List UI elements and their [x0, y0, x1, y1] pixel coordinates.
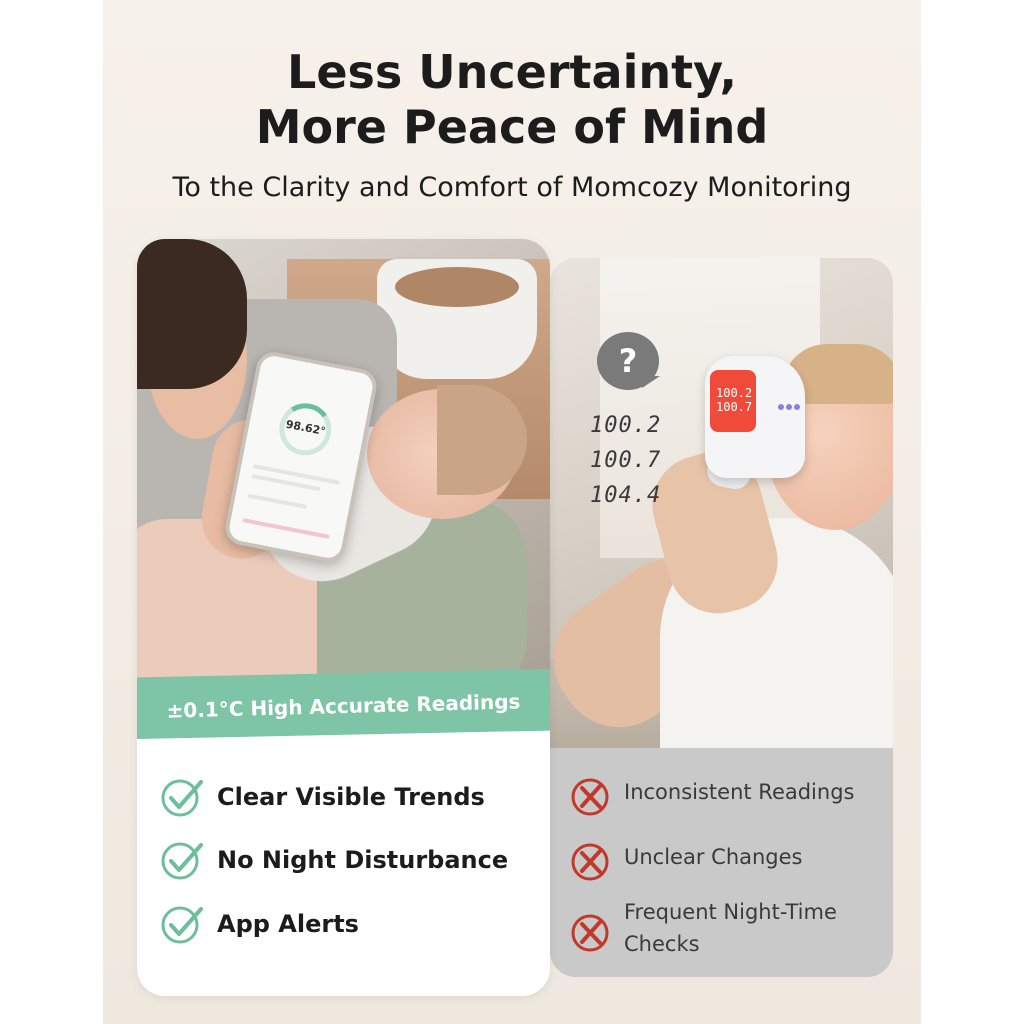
- headline-line-1: Less Uncertainty,: [287, 45, 737, 99]
- x-circle-icon: [570, 912, 612, 954]
- reading-value: 100.7: [590, 448, 662, 473]
- check-circle-icon: [159, 903, 205, 945]
- benefit-label: Clear Visible Trends: [217, 783, 485, 811]
- thermometer-reading-1: 100.2: [716, 386, 753, 400]
- mother-and-baby-photo: [137, 239, 550, 699]
- drawbacks-list: [550, 748, 893, 977]
- x-circle-icon: [570, 841, 612, 883]
- reading-value: 100.2: [590, 413, 662, 438]
- subheadline: To the Clarity and Comfort of Momcozy Monitoring: [172, 172, 852, 203]
- drawback-label: Unclear Changes: [624, 845, 803, 869]
- thermometer-display: [710, 370, 756, 432]
- benefit-label: No Night Disturbance: [217, 846, 509, 874]
- reading-value: 104.4: [590, 483, 662, 508]
- basket-interior: [395, 267, 519, 307]
- speech-bubble-tail: [642, 376, 660, 388]
- app-chart-line: [243, 518, 330, 539]
- thermometer-reading-2: 100.7: [716, 400, 753, 414]
- mother-hair: [137, 239, 247, 389]
- accuracy-banner-text: ±0.1°C High Accurate Readings: [166, 689, 521, 723]
- x-circle-icon: [570, 776, 612, 818]
- thermometer-button: [778, 404, 784, 410]
- traditional-thermometer-card: [550, 258, 893, 977]
- drawback-label: Frequent Night-Time Checks: [624, 900, 837, 956]
- benefit-item: [159, 839, 508, 881]
- check-circle-icon: [159, 776, 205, 818]
- drawback-item: [570, 776, 854, 818]
- thermometer-button: [794, 404, 800, 410]
- check-circle-icon: [159, 839, 205, 881]
- question-mark-icon: ?: [597, 332, 659, 390]
- drawback-item: [570, 841, 803, 883]
- app-temperature-reading: 98.62°: [284, 417, 327, 439]
- thermometer-button: [786, 404, 792, 410]
- benefit-label: App Alerts: [217, 910, 359, 938]
- app-text-line: [247, 494, 307, 509]
- benefit-item: [159, 903, 359, 945]
- drawback-label: Inconsistent Readings: [624, 780, 855, 804]
- crying-baby-photo: [550, 258, 893, 748]
- momcozy-monitor-card: [137, 239, 550, 996]
- benefits-list: [137, 739, 550, 996]
- drawback-item: [570, 896, 874, 960]
- benefit-item: [159, 776, 485, 818]
- headline-line-2: More Peace of Mind: [255, 100, 769, 154]
